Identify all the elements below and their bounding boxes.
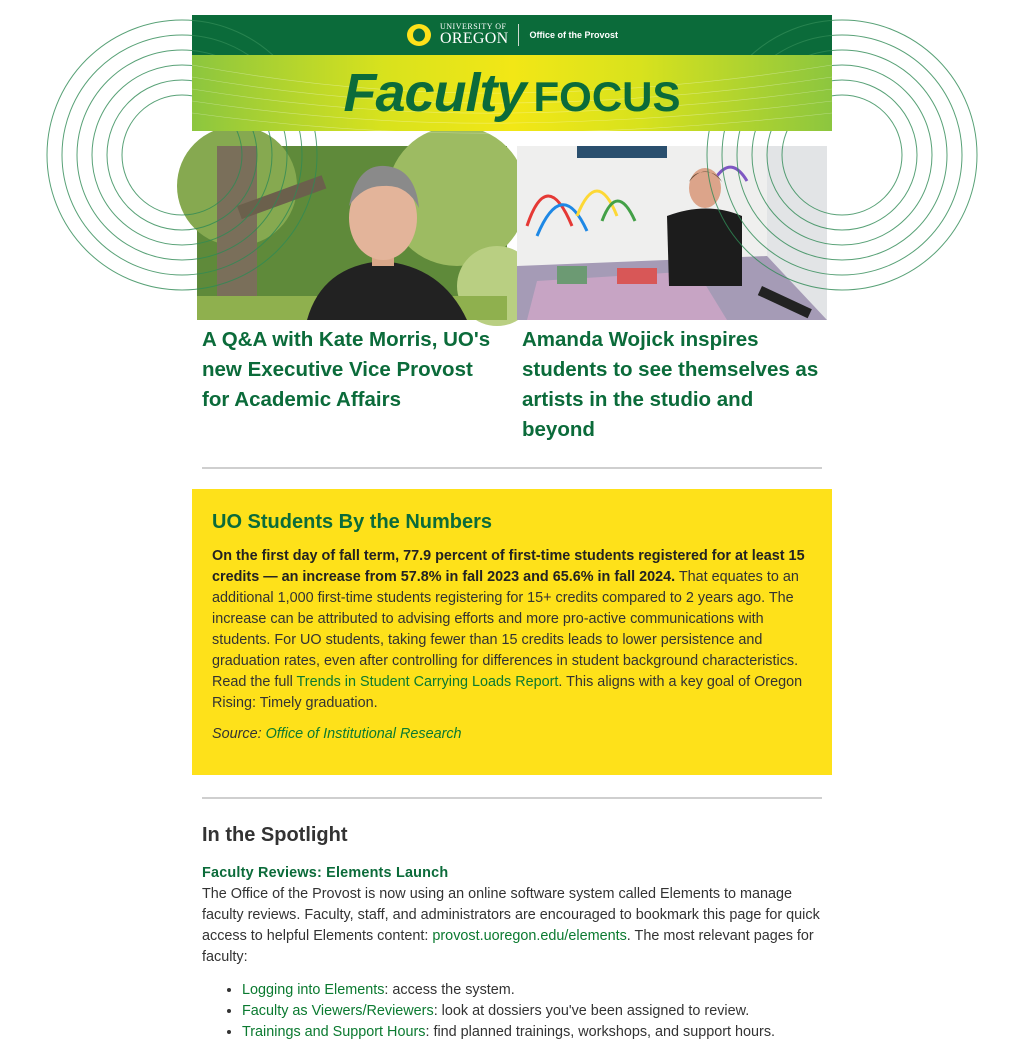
brand-divider: [518, 24, 519, 46]
numbers-source: [212, 724, 812, 745]
portrait-photo[interactable]: [197, 146, 507, 320]
spotlight-subheading: Faculty Reviews: Elements Launch: [202, 865, 449, 881]
trainings-support-link[interactable]: Trainings and Support Hours: [242, 1024, 426, 1040]
spotlight-body: [202, 884, 822, 968]
elements-page-link[interactable]: provost.uoregon.edu/elements: [432, 928, 627, 944]
masthead-title-faculty: Faculty: [343, 63, 526, 123]
elements-links-list: [202, 980, 822, 1043]
trends-report-link[interactable]: Trends in Student Carrying Loads Report: [296, 674, 559, 690]
list-item-text: : access the system.: [384, 982, 515, 998]
list-item: [242, 980, 822, 1001]
numbers-body-tail: . This aligns with a key goal of Oregon Rising: Timely graduation.: [212, 674, 803, 711]
masthead-title: [343, 62, 680, 124]
masthead: [192, 55, 832, 131]
institutional-research-link[interactable]: Office of Institutional Research: [265, 726, 462, 742]
list-item-text: : look at dossiers you've been assigned to review.: [433, 1003, 750, 1019]
feature-stories: [192, 131, 832, 445]
newsletter: [192, 15, 832, 1043]
numbers-callout: [192, 489, 832, 775]
uo-o-logo-icon: [406, 22, 432, 48]
spotlight-body-tail: . The most relevant pages for faculty:: [202, 928, 814, 965]
uo-brand[interactable]: [406, 22, 618, 48]
office-label: Office of the Provost: [529, 30, 618, 40]
spotlight-body-text: The Office of the Provost is now using an online software system called Elements to manage faculty reviews. Faculty, staff, and administrators are encouraged to bookmark this page for quick access to helpful Elements content:: [202, 886, 820, 944]
numbers-body: [212, 546, 812, 714]
viewers-reviewers-link[interactable]: Faculty as Viewers/Reviewers: [242, 1003, 434, 1019]
list-item: [242, 1022, 822, 1043]
spotlight-heading: In the Spotlight: [202, 824, 348, 846]
divider: [202, 467, 822, 469]
feature-card: [197, 146, 507, 445]
feature-card: [517, 146, 827, 445]
numbers-heading: UO Students By the Numbers: [212, 511, 493, 533]
feature-link-amanda-wojick[interactable]: Amanda Wojick inspires students to see themselves as artists in the studio and beyond: [522, 328, 819, 441]
list-item-text: : find planned trainings, workshops, and support hours.: [425, 1024, 776, 1040]
university-wordmark: [440, 23, 508, 47]
spotlight-section: [192, 797, 832, 1043]
header-bar: [192, 15, 832, 55]
studio-photo[interactable]: [517, 146, 827, 320]
feature-link-kate-morris[interactable]: A Q&A with Kate Morris, UO's new Executive Vice Provost for Academic Affairs: [202, 328, 491, 411]
university-small-text: UNIVERSITY OF: [440, 22, 507, 31]
source-label: Source:: [212, 726, 266, 742]
masthead-title-focus: FOCUS: [533, 73, 681, 120]
numbers-bold-lead: On the first day of fall term, 77.9 percent of first-time students registered for at least 15 credits — an increase from 57.8% in fall 2023 and 65.6% in fall 2024.: [212, 548, 805, 585]
logging-into-elements-link[interactable]: Logging into Elements: [242, 982, 385, 998]
numbers-body-text: That equates to an additional 1,000 first-time students registering for 15+ credits compared to 2 years ago. The increase can be attributed to advising efforts and more pro-active communications with students. For UO students, taking fewer than 15 credits leads to lower persistence and graduation rates, even after controlling for differences in student background characteristics. Read the full: [212, 569, 799, 690]
university-big-text: OREGON: [440, 30, 509, 47]
list-item: [242, 1001, 822, 1022]
divider: [202, 797, 822, 799]
